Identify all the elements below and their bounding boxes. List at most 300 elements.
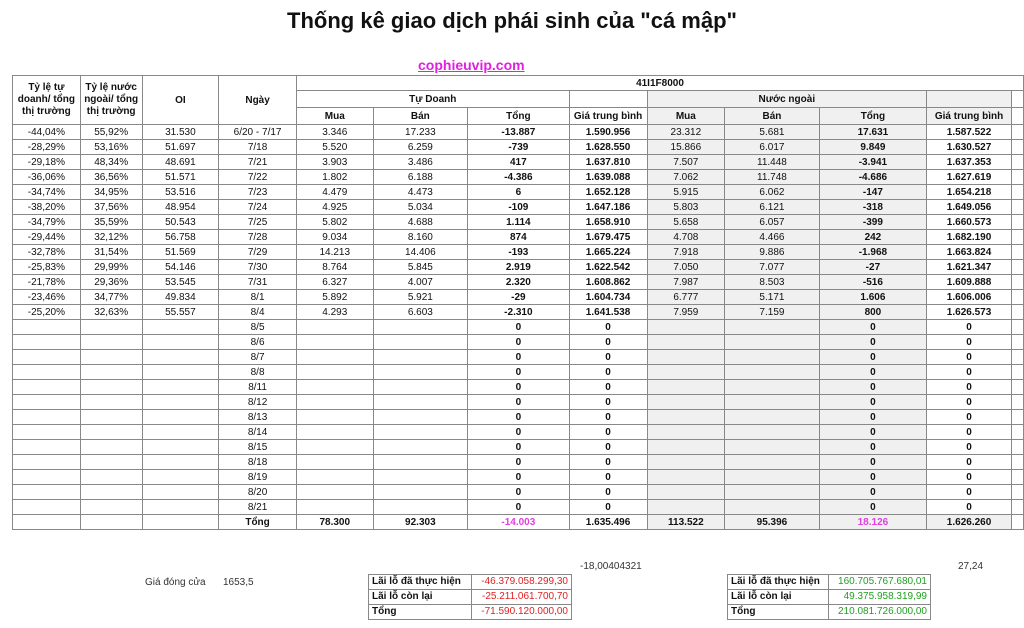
- cell-prop-buy: 6.327: [296, 275, 373, 290]
- cell-oi: [142, 335, 219, 350]
- cell-prop-sell: [373, 500, 468, 515]
- cell-prop-buy: [296, 455, 373, 470]
- cell-ratio-prop: [13, 470, 81, 485]
- pnl-value: 49.375.958.319,99: [829, 590, 931, 605]
- cell-date: 6/20 - 7/17: [219, 125, 297, 140]
- cell-foreign-buy: 7.062: [647, 170, 725, 185]
- cell-prop-sell: 5.921: [373, 290, 468, 305]
- cell-date: 7/22: [219, 170, 297, 185]
- header-ratio-foreign: Tỷ lệ nước ngoài/ tổng thị trường: [80, 76, 142, 125]
- cell-oi: [142, 485, 219, 500]
- cell-oi: [142, 365, 219, 380]
- cell-blank: [1011, 230, 1023, 245]
- cell-prop-sell: 4.007: [373, 275, 468, 290]
- cell-prop-avg: 0: [569, 455, 647, 470]
- pnl-value: 210.081.726.000,00: [829, 605, 931, 620]
- cell-prop-avg: 1.590.956: [569, 125, 647, 140]
- cell-blank: [1011, 425, 1023, 440]
- cell-foreign-avg: 1.682.190: [927, 230, 1012, 245]
- table-row: [13, 410, 1024, 425]
- pnl-row: [728, 575, 931, 590]
- cell-ratio-foreign: [80, 410, 142, 425]
- cell-ratio-foreign: 36,56%: [80, 170, 142, 185]
- table-row: [13, 260, 1024, 275]
- cell-date: 8/6: [219, 335, 297, 350]
- table-row: [13, 170, 1024, 185]
- site-link[interactable]: cophieuvip.com: [418, 57, 525, 73]
- cell-ratio-foreign: 29,36%: [80, 275, 142, 290]
- cell-foreign-avg: 1.587.522: [927, 125, 1012, 140]
- cell-foreign-sell: 8.503: [725, 275, 820, 290]
- cell-prop-net: 0: [468, 425, 569, 440]
- cell-prop-sell: [373, 395, 468, 410]
- cell-prop-avg: 1.652.128: [569, 185, 647, 200]
- cell-oi: [142, 350, 219, 365]
- table-row: [13, 350, 1024, 365]
- close-price-value: 1653,5: [223, 577, 254, 588]
- header-prop-sell: Bán: [373, 108, 468, 125]
- cell-foreign-avg: 0: [927, 455, 1012, 470]
- cell-foreign-buy: [647, 410, 725, 425]
- cell-foreign-buy: [647, 395, 725, 410]
- pnl-row: [369, 590, 572, 605]
- cell-foreign-buy: 7.050: [647, 260, 725, 275]
- cell-oi: [142, 320, 219, 335]
- cell-prop-sell: [373, 380, 468, 395]
- cell-prop-sell: [373, 425, 468, 440]
- cell-oi: 50.543: [142, 215, 219, 230]
- cell-foreign-buy: 15.866: [647, 140, 725, 155]
- cell-prop-avg: 0: [569, 500, 647, 515]
- cell-prop-sell: [373, 440, 468, 455]
- cell-ratio-prop: [13, 395, 81, 410]
- cell-foreign-avg: 1.654.218: [927, 185, 1012, 200]
- cell-prop-sell: [373, 410, 468, 425]
- cell-ratio-prop: [13, 410, 81, 425]
- cell-prop-buy: [296, 320, 373, 335]
- cell-ratio-foreign: [80, 335, 142, 350]
- cell-prop-sell: [373, 470, 468, 485]
- cell-foreign-net: 0: [819, 395, 926, 410]
- cell-date: 8/21: [219, 500, 297, 515]
- cell-ratio-foreign: [80, 395, 142, 410]
- cell-date: 8/8: [219, 365, 297, 380]
- cell-blank: [1011, 290, 1023, 305]
- cell-prop-avg: 0: [569, 485, 647, 500]
- pnl-value: 160.705.767.680,01: [829, 575, 931, 590]
- cell-foreign-buy: 113.522: [647, 515, 725, 530]
- table-row: [13, 470, 1024, 485]
- cell-foreign-buy: 7.987: [647, 275, 725, 290]
- close-price-label: Giá đóng cửa: [145, 577, 206, 588]
- cell-prop-avg: 1.641.538: [569, 305, 647, 320]
- cell-ratio-foreign: [80, 455, 142, 470]
- cell-foreign-sell: 95.396: [725, 515, 820, 530]
- table-row: [13, 245, 1024, 260]
- cell-ratio-prop: [13, 500, 81, 515]
- cell-oi: [142, 395, 219, 410]
- cell-foreign-sell: 6.057: [725, 215, 820, 230]
- pnl-row: [728, 590, 931, 605]
- cell-prop-avg: 0: [569, 320, 647, 335]
- cell-foreign-net: 18.126: [819, 515, 926, 530]
- cell-date: 8/5: [219, 320, 297, 335]
- cell-prop-net: -109: [468, 200, 569, 215]
- cell-blank: [1011, 410, 1023, 425]
- cell-blank: [1011, 335, 1023, 350]
- cell-foreign-buy: 23.312: [647, 125, 725, 140]
- cell-blank: [1011, 185, 1023, 200]
- cell-blank: [1011, 485, 1023, 500]
- cell-prop-buy: 5.520: [296, 140, 373, 155]
- cell-foreign-net: -516: [819, 275, 926, 290]
- cell-oi: 51.697: [142, 140, 219, 155]
- cell-date: 8/7: [219, 350, 297, 365]
- header-foreign-sell: Bán: [725, 108, 820, 125]
- cell-prop-buy: [296, 335, 373, 350]
- cell-prop-net: 0: [468, 395, 569, 410]
- cell-ratio-prop: [13, 335, 81, 350]
- cell-date: 8/13: [219, 410, 297, 425]
- cell-foreign-buy: 7.918: [647, 245, 725, 260]
- table-row: [13, 365, 1024, 380]
- cell-prop-net: 0: [468, 410, 569, 425]
- cell-ratio-prop: [13, 320, 81, 335]
- table-row: [13, 185, 1024, 200]
- table-row: [13, 140, 1024, 155]
- pnl-label: Lãi lỗ còn lại: [728, 590, 829, 605]
- cell-prop-net: -4.386: [468, 170, 569, 185]
- cell-foreign-net: 0: [819, 455, 926, 470]
- cell-foreign-buy: [647, 425, 725, 440]
- cell-foreign-sell: [725, 320, 820, 335]
- table-row: [13, 230, 1024, 245]
- cell-foreign-net: 0: [819, 485, 926, 500]
- cell-prop-buy: [296, 380, 373, 395]
- header-prop-buy: Mua: [296, 108, 373, 125]
- cell-prop-net: 0: [468, 485, 569, 500]
- header-oi: OI: [142, 76, 219, 125]
- cell-foreign-sell: [725, 350, 820, 365]
- cell-oi: [142, 410, 219, 425]
- cell-blank: [1011, 305, 1023, 320]
- cell-foreign-avg: 1.621.347: [927, 260, 1012, 275]
- cell-prop-buy: 4.479: [296, 185, 373, 200]
- cell-prop-sell: 17.233: [373, 125, 468, 140]
- cell-prop-net: -29: [468, 290, 569, 305]
- cell-foreign-avg: 0: [927, 470, 1012, 485]
- cell-date: 7/31: [219, 275, 297, 290]
- cell-oi: 48.954: [142, 200, 219, 215]
- cell-ratio-foreign: [80, 500, 142, 515]
- header-foreign-buy: Mua: [647, 108, 725, 125]
- cell-foreign-net: 0: [819, 350, 926, 365]
- cell-foreign-sell: [725, 440, 820, 455]
- cell-prop-avg: 1.622.542: [569, 260, 647, 275]
- cell-prop-avg: 0: [569, 395, 647, 410]
- table-row: [13, 455, 1024, 470]
- cell-blank: [1011, 200, 1023, 215]
- table-row: [13, 200, 1024, 215]
- cell-prop-net: 0: [468, 470, 569, 485]
- header-blank: [1011, 91, 1023, 108]
- cell-foreign-buy: 7.507: [647, 155, 725, 170]
- cell-ratio-foreign: 29,99%: [80, 260, 142, 275]
- cell-foreign-buy: [647, 485, 725, 500]
- cell-ratio-prop: [13, 485, 81, 500]
- cell-date: 7/30: [219, 260, 297, 275]
- cell-prop-sell: 5.034: [373, 200, 468, 215]
- cell-foreign-sell: [725, 410, 820, 425]
- cell-foreign-sell: [725, 455, 820, 470]
- pnl-value: -71.590.120.000,00: [471, 605, 571, 620]
- cell-foreign-avg: 0: [927, 335, 1012, 350]
- cell-prop-net: -193: [468, 245, 569, 260]
- cell-oi: [142, 380, 219, 395]
- cell-prop-buy: [296, 500, 373, 515]
- cell-oi: [142, 470, 219, 485]
- cell-foreign-sell: 7.159: [725, 305, 820, 320]
- cell-prop-sell: [373, 455, 468, 470]
- cell-date: 8/12: [219, 395, 297, 410]
- cell-prop-buy: 3.903: [296, 155, 373, 170]
- cell-prop-buy: 4.925: [296, 200, 373, 215]
- cell-foreign-avg: 1.660.573: [927, 215, 1012, 230]
- cell-blank: [1011, 140, 1023, 155]
- cell-prop-sell: 3.486: [373, 155, 468, 170]
- cell-date: 8/18: [219, 455, 297, 470]
- foreign-note: 27,24: [958, 561, 984, 572]
- header-foreign: Nước ngoài: [647, 91, 927, 108]
- table-row: [13, 305, 1024, 320]
- cell-blank: [1011, 470, 1023, 485]
- cell-foreign-net: -3.941: [819, 155, 926, 170]
- cell-date: 8/1: [219, 290, 297, 305]
- cell-foreign-sell: [725, 335, 820, 350]
- cell-foreign-buy: 5.915: [647, 185, 725, 200]
- cell-ratio-prop: -23,46%: [13, 290, 81, 305]
- cell-date: 8/20: [219, 485, 297, 500]
- cell-foreign-buy: 6.777: [647, 290, 725, 305]
- cell-ratio-prop: [13, 350, 81, 365]
- cell-ratio-prop: -34,79%: [13, 215, 81, 230]
- cell-ratio-foreign: 48,34%: [80, 155, 142, 170]
- cell-date: 8/14: [219, 425, 297, 440]
- cell-ratio-prop: -28,29%: [13, 140, 81, 155]
- cell-prop-net: -13.887: [468, 125, 569, 140]
- header-prop-avg: Giá trung bình: [569, 108, 647, 125]
- cell-foreign-sell: [725, 500, 820, 515]
- cell-prop-net: 0: [468, 335, 569, 350]
- cell-foreign-net: 9.849: [819, 140, 926, 155]
- cell-date: 7/24: [219, 200, 297, 215]
- pnl-label: Lãi lỗ đã thực hiện: [728, 575, 829, 590]
- cell-prop-sell: 92.303: [373, 515, 468, 530]
- cell-oi: [142, 425, 219, 440]
- cell-date: 7/23: [219, 185, 297, 200]
- cell-prop-net: -2.310: [468, 305, 569, 320]
- header-prop-net: Tổng: [468, 108, 569, 125]
- pnl-label: Lãi lỗ còn lại: [369, 590, 472, 605]
- header-blank: [1011, 108, 1023, 125]
- cell-ratio-foreign: [80, 350, 142, 365]
- cell-foreign-net: 1.606: [819, 290, 926, 305]
- cell-foreign-buy: [647, 380, 725, 395]
- cell-ratio-prop: [13, 365, 81, 380]
- table-row: [13, 275, 1024, 290]
- cell-prop-sell: 6.188: [373, 170, 468, 185]
- cell-foreign-net: -27: [819, 260, 926, 275]
- foreign-pnl-table: [727, 574, 931, 620]
- cell-prop-sell: [373, 320, 468, 335]
- cell-foreign-sell: 6.062: [725, 185, 820, 200]
- cell-ratio-prop: -29,18%: [13, 155, 81, 170]
- cell-prop-buy: 5.892: [296, 290, 373, 305]
- cell-foreign-net: 0: [819, 410, 926, 425]
- cell-ratio-prop: [13, 425, 81, 440]
- cell-blank: [1011, 125, 1023, 140]
- cell-prop-avg: 1.647.186: [569, 200, 647, 215]
- table-row: [13, 395, 1024, 410]
- table-row: [13, 440, 1024, 455]
- cell-foreign-sell: [725, 380, 820, 395]
- cell-prop-net: 0: [468, 320, 569, 335]
- cell-ratio-prop: [13, 455, 81, 470]
- cell-ratio-foreign: 32,12%: [80, 230, 142, 245]
- cell-ratio-foreign: 34,77%: [80, 290, 142, 305]
- cell-ratio-foreign: [80, 320, 142, 335]
- table-row: [13, 290, 1024, 305]
- cell-blank: [1011, 260, 1023, 275]
- cell-blank: [1011, 320, 1023, 335]
- cell-foreign-buy: [647, 470, 725, 485]
- cell-prop-avg: 1.608.862: [569, 275, 647, 290]
- cell-foreign-sell: [725, 395, 820, 410]
- prop-pnl-table: [368, 574, 572, 620]
- cell-prop-net: 2.919: [468, 260, 569, 275]
- table-row: [13, 380, 1024, 395]
- cell-ratio-prop: [13, 515, 81, 530]
- header-contract: 41I1F8000: [296, 76, 1023, 91]
- cell-ratio-prop: -21,78%: [13, 275, 81, 290]
- cell-foreign-buy: [647, 500, 725, 515]
- cell-foreign-net: 17.631: [819, 125, 926, 140]
- cell-oi: 49.834: [142, 290, 219, 305]
- cell-prop-net: 0: [468, 455, 569, 470]
- cell-date: 7/25: [219, 215, 297, 230]
- cell-prop-sell: 6.603: [373, 305, 468, 320]
- cell-ratio-prop: -29,44%: [13, 230, 81, 245]
- cell-prop-buy: [296, 350, 373, 365]
- cell-foreign-net: 0: [819, 470, 926, 485]
- cell-foreign-net: 0: [819, 425, 926, 440]
- cell-ratio-foreign: [80, 470, 142, 485]
- cell-ratio-foreign: [80, 515, 142, 530]
- pnl-value: -25.211.061.700,70: [471, 590, 571, 605]
- cell-ratio-foreign: 35,59%: [80, 215, 142, 230]
- cell-blank: [1011, 380, 1023, 395]
- cell-prop-buy: 4.293: [296, 305, 373, 320]
- cell-blank: [1011, 245, 1023, 260]
- cell-prop-avg: 1.635.496: [569, 515, 647, 530]
- cell-ratio-prop: -38,20%: [13, 200, 81, 215]
- header-foreign-avg: Giá trung bình: [927, 108, 1012, 125]
- cell-ratio-foreign: 37,56%: [80, 200, 142, 215]
- cell-prop-net: 0: [468, 440, 569, 455]
- cell-oi: 31.530: [142, 125, 219, 140]
- cell-prop-sell: 8.160: [373, 230, 468, 245]
- cell-prop-buy: 78.300: [296, 515, 373, 530]
- cell-foreign-sell: 11.748: [725, 170, 820, 185]
- cell-prop-buy: 9.034: [296, 230, 373, 245]
- cell-foreign-net: 0: [819, 365, 926, 380]
- cell-foreign-net: -147: [819, 185, 926, 200]
- header-ratio-prop: Tỷ lệ tự doanh/ tổng thị trường: [13, 76, 81, 125]
- cell-foreign-buy: [647, 335, 725, 350]
- cell-oi: [142, 440, 219, 455]
- cell-foreign-net: -1.968: [819, 245, 926, 260]
- cell-blank: [1011, 395, 1023, 410]
- cell-foreign-buy: 5.658: [647, 215, 725, 230]
- cell-foreign-avg: 0: [927, 485, 1012, 500]
- cell-foreign-sell: [725, 485, 820, 500]
- header-date: Ngày: [219, 76, 297, 125]
- table-row: [13, 215, 1024, 230]
- cell-prop-buy: 14.213: [296, 245, 373, 260]
- cell-date: 8/19: [219, 470, 297, 485]
- cell-prop-net: -14.003: [468, 515, 569, 530]
- cell-foreign-avg: 0: [927, 500, 1012, 515]
- cell-oi: 48.691: [142, 155, 219, 170]
- cell-foreign-buy: [647, 350, 725, 365]
- cell-foreign-buy: 7.959: [647, 305, 725, 320]
- cell-prop-net: 0: [468, 500, 569, 515]
- cell-prop-buy: 8.764: [296, 260, 373, 275]
- cell-date: 7/29: [219, 245, 297, 260]
- header-foreign-net: Tổng: [819, 108, 926, 125]
- cell-prop-sell: 4.688: [373, 215, 468, 230]
- cell-ratio-foreign: 31,54%: [80, 245, 142, 260]
- cell-foreign-net: 0: [819, 335, 926, 350]
- cell-blank: [1011, 215, 1023, 230]
- table-row: [13, 155, 1024, 170]
- cell-foreign-sell: 5.681: [725, 125, 820, 140]
- pnl-row: [369, 575, 572, 590]
- table-row: [13, 335, 1024, 350]
- table-row: [13, 125, 1024, 140]
- cell-ratio-foreign: [80, 365, 142, 380]
- cell-prop-avg: 1.679.475: [569, 230, 647, 245]
- cell-prop-sell: [373, 335, 468, 350]
- cell-foreign-avg: 1.663.824: [927, 245, 1012, 260]
- cell-foreign-buy: [647, 365, 725, 380]
- cell-foreign-avg: 1.626.260: [927, 515, 1012, 530]
- cell-prop-avg: 0: [569, 350, 647, 365]
- cell-foreign-avg: 1.627.619: [927, 170, 1012, 185]
- cell-prop-sell: [373, 485, 468, 500]
- pnl-label: Lãi lỗ đã thực hiện: [369, 575, 472, 590]
- cell-foreign-net: 800: [819, 305, 926, 320]
- pnl-label: Tổng: [369, 605, 472, 620]
- cell-prop-net: 0: [468, 380, 569, 395]
- cell-foreign-net: 0: [819, 380, 926, 395]
- cell-prop-net: 417: [468, 155, 569, 170]
- cell-date: 7/21: [219, 155, 297, 170]
- cell-blank: [1011, 275, 1023, 290]
- cell-foreign-avg: 1.609.888: [927, 275, 1012, 290]
- cell-foreign-sell: [725, 365, 820, 380]
- table-row: [13, 320, 1024, 335]
